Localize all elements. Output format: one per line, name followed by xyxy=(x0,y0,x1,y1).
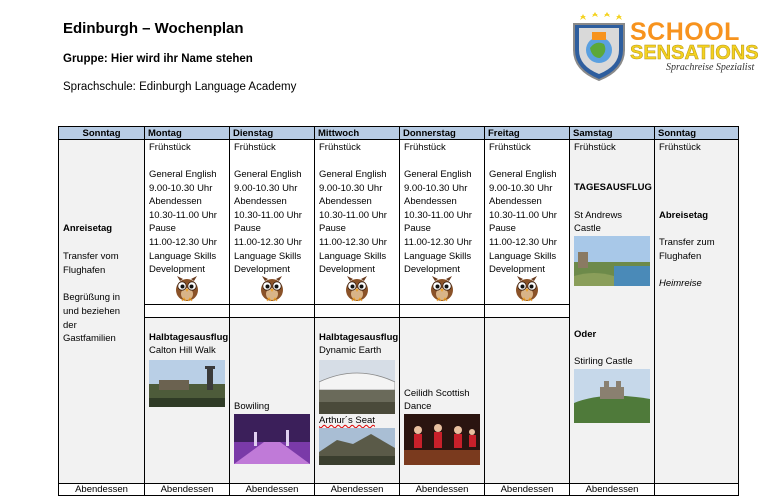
dinner-cell: Abendessen xyxy=(570,483,654,496)
column-sunday-arrival xyxy=(58,126,144,496)
lesson-dinner: Abendessen xyxy=(489,196,542,208)
lesson-skills: Development xyxy=(234,264,290,276)
lesson-dinner: Abendessen xyxy=(404,196,457,208)
column-friday xyxy=(484,126,569,496)
breakfast: Frühstück xyxy=(319,142,361,153)
lesson-time: 9.00-10.30 Uhr xyxy=(404,182,468,194)
column-wednesday xyxy=(314,126,399,496)
column-header: Freitag xyxy=(485,126,569,140)
calton-hill-photo xyxy=(149,360,225,407)
logo-word-sensations: SENSATIONS xyxy=(630,42,759,64)
departure-day: Abreisetag xyxy=(659,210,709,221)
arrival-transfer: Transfer vom xyxy=(63,251,119,262)
column-header: Sonntag xyxy=(655,126,738,140)
lesson-skills: Language Skills xyxy=(404,250,472,262)
breakfast: Frühstück xyxy=(149,142,191,153)
lesson-time: 10.30-11.00 Uhr xyxy=(489,209,557,221)
lesson-time: 9.00-10.30 Uhr xyxy=(319,182,383,194)
lesson-title: General English xyxy=(149,169,217,180)
dinner-cell: Abendessen xyxy=(59,483,144,496)
lesson-skills: Language Skills xyxy=(234,250,302,262)
lesson-break: Pause xyxy=(489,223,516,235)
bowling-photo xyxy=(234,414,310,464)
lesson-time: 10.30-11.00 Uhr xyxy=(319,209,387,221)
excursion-label: Halbtagesausflug xyxy=(149,332,229,343)
lesson-time: 9.00-10.30 Uhr xyxy=(149,182,213,194)
owl-icon xyxy=(427,275,457,302)
activity: Dance xyxy=(404,401,432,412)
crest-shield-icon xyxy=(570,12,628,82)
column-header: Montag xyxy=(145,126,229,140)
school-sensations-logo xyxy=(568,4,773,84)
breakfast: Frühstück xyxy=(574,142,616,153)
column-sunday-departure xyxy=(654,126,739,496)
owl-icon xyxy=(257,275,287,302)
column-tuesday xyxy=(229,126,314,496)
dinner-cell xyxy=(655,483,738,496)
lesson-title: General English xyxy=(404,169,472,180)
welcome-text: Gastfamilien xyxy=(63,333,116,344)
lesson-time: 11.00-12.30 Uhr xyxy=(489,237,557,248)
logo-subtitle: Sprachreise Spezialist xyxy=(666,62,755,73)
dinner-cell: Abendessen xyxy=(400,483,484,496)
lesson-time: 9.00-10.30 Uhr xyxy=(234,182,298,194)
column-thursday xyxy=(399,126,484,496)
lesson-time: 11.00-12.30 Uhr xyxy=(404,237,472,248)
breakfast: Frühstück xyxy=(404,142,446,153)
owl-icon xyxy=(342,275,372,302)
dynamic-earth-photo xyxy=(319,360,395,414)
lesson-break: Pause xyxy=(404,223,431,235)
breakfast: Frühstück xyxy=(659,142,701,153)
lesson-title: General English xyxy=(234,169,302,180)
arrival-day: Anreisetag xyxy=(63,223,113,234)
lesson-time: 11.00-12.30 Uhr xyxy=(234,237,302,248)
arthurs-seat-photo xyxy=(319,428,395,465)
lesson-break: Pause xyxy=(319,223,346,235)
arrival-transfer: Flughafen xyxy=(63,265,106,276)
lesson-skills: Development xyxy=(319,264,375,276)
owl-icon xyxy=(512,275,542,302)
language-school: Sprachschule: Edinburgh Language Academy xyxy=(63,81,297,93)
trip-option: Stirling Castle xyxy=(574,356,633,367)
breakfast: Frühstück xyxy=(234,142,276,153)
lesson-break: Pause xyxy=(149,223,176,235)
column-saturday xyxy=(569,126,654,496)
or-label: Oder xyxy=(574,329,597,340)
ceilidh-dance-photo xyxy=(404,414,480,465)
column-header: Dienstag xyxy=(230,126,314,140)
dinner-cell: Abendessen xyxy=(145,483,229,496)
stirling-castle-photo xyxy=(574,369,650,423)
lesson-dinner: Abendessen xyxy=(319,196,372,208)
group-name: Gruppe: Hier wird ihr Name stehen xyxy=(63,53,253,65)
departure-transfer: Flughafen xyxy=(659,251,702,262)
day-trip-label: TAGESAUSFLUG xyxy=(574,182,652,193)
lesson-dinner: Abendessen xyxy=(234,196,287,208)
welcome-text: der xyxy=(63,320,77,331)
lesson-time: 10.30-11.00 Uhr xyxy=(234,209,302,221)
lesson-skills: Language Skills xyxy=(319,250,387,262)
excursion-label: Halbtagesausflug xyxy=(319,332,399,343)
lesson-break: Pause xyxy=(234,223,261,235)
welcome-text: Begrüßung in xyxy=(63,292,121,303)
lesson-dinner: Abendessen xyxy=(149,196,202,208)
breakfast: Frühstück xyxy=(489,142,531,153)
lesson-time: 11.00-12.30 Uhr xyxy=(319,237,387,248)
logo-word-school: SCHOOL xyxy=(630,18,740,46)
dinner-cell: Abendessen xyxy=(315,483,399,496)
column-header: Mittwoch xyxy=(315,126,399,140)
home-journey: Heimreise xyxy=(659,278,702,289)
lesson-skills: Development xyxy=(149,264,205,276)
lesson-time: 10.30-11.00 Uhr xyxy=(149,209,217,221)
departure-transfer: Transfer zum xyxy=(659,237,715,248)
activity: Calton Hill Walk xyxy=(149,345,216,356)
trip-option: Castle xyxy=(574,223,601,234)
welcome-text: und beziehen xyxy=(63,306,121,317)
column-header: Donnerstag xyxy=(400,126,484,140)
lesson-skills: Development xyxy=(404,264,460,276)
activity: Dynamic Earth xyxy=(319,345,382,356)
weekly-plan-table xyxy=(58,126,739,496)
lesson-time: 11.00-12.30 Uhr xyxy=(149,237,217,248)
activity: Ceilidh Scottish xyxy=(404,388,470,399)
lesson-time: 10.30-11.00 Uhr xyxy=(404,209,472,221)
column-header: Samstag xyxy=(570,126,654,140)
activity-2: Arthur´s Seat xyxy=(319,415,375,426)
column-header: Sonntag xyxy=(59,126,144,140)
lesson-skills: Language Skills xyxy=(489,250,557,262)
column-monday xyxy=(144,126,229,496)
page-title: Edinburgh – Wochenplan xyxy=(63,20,244,37)
trip-option: St Andrews xyxy=(574,210,623,221)
dinner-cell: Abendessen xyxy=(485,483,569,496)
lesson-skills: Language Skills xyxy=(149,250,217,262)
lesson-skills: Development xyxy=(489,264,545,276)
st-andrews-photo xyxy=(574,236,650,286)
lesson-time: 9.00-10.30 Uhr xyxy=(489,182,553,194)
activity: Bowiling xyxy=(234,401,270,412)
lesson-title: General English xyxy=(489,169,557,180)
owl-icon xyxy=(172,275,202,302)
dinner-cell: Abendessen xyxy=(230,483,314,496)
lesson-title: General English xyxy=(319,169,387,180)
